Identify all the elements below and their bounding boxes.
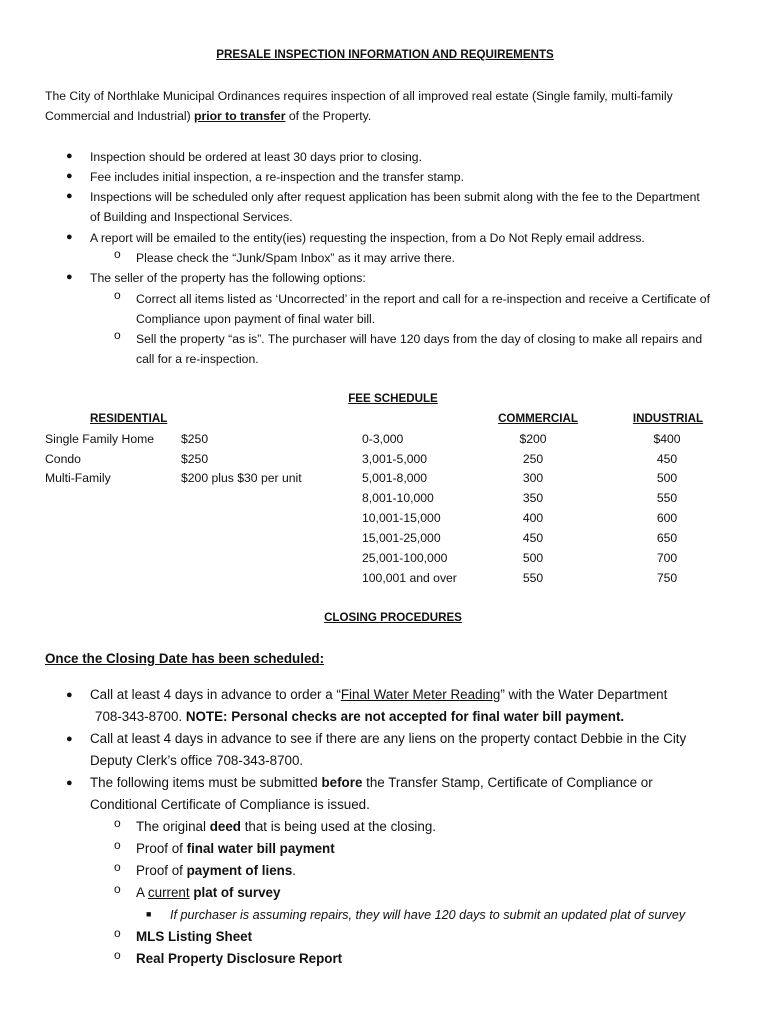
sub-bullet-text: Sell the property “as is”. The purchaser will have 120 days from the day of closing to make all repairs and bbox=[136, 332, 703, 346]
closing-bullet-3 bbox=[90, 773, 653, 793]
text: A bbox=[136, 885, 148, 900]
industrial-cell: 700 bbox=[656, 551, 678, 565]
closing-bullet-1 bbox=[90, 685, 667, 705]
commercial-cell: 450 bbox=[522, 531, 544, 545]
text: . bbox=[292, 863, 297, 878]
text: ” with the Water Department bbox=[500, 687, 668, 702]
circle-bullet-icon: o bbox=[114, 288, 121, 302]
industrial-cell: 750 bbox=[656, 571, 678, 585]
closing-procedures-title: CLOSING PROCEDURES bbox=[324, 611, 462, 624]
text: The original bbox=[136, 819, 210, 834]
residential-type: Multi-Family bbox=[45, 471, 111, 485]
required-item-mls: MLS Listing Sheet bbox=[136, 929, 253, 944]
bullet-icon: ● bbox=[66, 777, 73, 789]
commercial-cell: 350 bbox=[522, 491, 544, 505]
final-water-meter-reading: Final Water Meter Reading bbox=[340, 687, 501, 702]
bullet-icon: ● bbox=[66, 271, 73, 283]
residential-fee: $200 plus $30 per unit bbox=[181, 471, 302, 485]
bullet-icon: ● bbox=[66, 689, 73, 701]
circle-bullet-icon: o bbox=[114, 948, 121, 962]
payment-note: NOTE: Personal checks are not accepted for final water bill payment. bbox=[185, 709, 625, 724]
closing-bullet-1-cont bbox=[95, 707, 624, 727]
circle-bullet-icon: o bbox=[114, 838, 121, 852]
text: that is being used at the closing. bbox=[240, 819, 437, 834]
sub-bullet-text: Please check the “Junk/Spam Inbox” as it may arrive there. bbox=[136, 251, 456, 265]
bullet-icon: ● bbox=[66, 150, 73, 162]
range-cell: 15,001-25,000 bbox=[362, 531, 441, 545]
bullet-icon: ● bbox=[66, 190, 73, 202]
bullet-icon: ● bbox=[66, 170, 73, 182]
required-item-liens bbox=[136, 861, 296, 881]
bullet-icon: ● bbox=[66, 733, 73, 745]
deed-text: deed bbox=[209, 819, 241, 834]
bullet-text: Inspection should be ordered at least 30 days prior to closing. bbox=[90, 150, 422, 164]
commercial-cell: $200 bbox=[519, 432, 547, 446]
residential-type: Single Family Home bbox=[45, 432, 155, 446]
range-cell: 3,001-5,000 bbox=[362, 452, 428, 466]
bullet-text: Inspections will be scheduled only after request application has been submit along with the fee to the Department bbox=[90, 190, 700, 204]
industrial-cell: 550 bbox=[656, 491, 678, 505]
residential-fee: $250 bbox=[181, 452, 209, 466]
circle-bullet-icon: o bbox=[114, 882, 121, 896]
residential-type: Condo bbox=[45, 452, 81, 466]
industrial-cell: $400 bbox=[653, 432, 681, 446]
range-cell: 5,001-8,000 bbox=[362, 471, 428, 485]
industrial-cell: 600 bbox=[656, 511, 678, 525]
closing-bullet-2-cont: Deputy Clerk’s office 708-343-8700. bbox=[90, 753, 304, 768]
industrial-cell: 650 bbox=[656, 531, 678, 545]
sub-bullet-text-cont: call for a re-inspection. bbox=[136, 352, 259, 366]
document-title: PRESALE INSPECTION INFORMATION AND REQUIREMENTS bbox=[216, 48, 554, 61]
bullet-text: The seller of the property has the following options: bbox=[90, 271, 366, 285]
circle-bullet-icon: o bbox=[114, 816, 121, 830]
range-cell: 25,001-100,000 bbox=[362, 551, 448, 565]
closing-bullet-3-cont: Conditional Certificate of Compliance is issued. bbox=[90, 797, 370, 812]
intro-line-1: The City of Northlake Municipal Ordinances requires inspection of all improved real estate (Single family, multi-family bbox=[45, 89, 673, 103]
required-item-water-bill bbox=[136, 839, 335, 859]
bullet-text: A report will be emailed to the entity(ies) requesting the inspection, from a Do Not Reply email address. bbox=[90, 231, 645, 245]
commercial-cell: 500 bbox=[522, 551, 544, 565]
industrial-cell: 500 bbox=[656, 471, 678, 485]
intro-text-end: of the Property. bbox=[285, 109, 372, 123]
current-text: current bbox=[147, 885, 190, 900]
sub-bullet-text-cont: Compliance upon payment of final water bill. bbox=[136, 312, 376, 326]
text: Call at least 4 days in advance to order a “ bbox=[90, 687, 341, 702]
circle-bullet-icon: o bbox=[114, 926, 121, 940]
circle-bullet-icon: o bbox=[114, 247, 121, 261]
water-bill-text: final water bill payment bbox=[186, 841, 335, 856]
bullet-text-cont: of Building and Inspectional Services. bbox=[90, 210, 293, 224]
prior-to-transfer: prior to transfer bbox=[194, 109, 286, 123]
required-item-deed bbox=[136, 817, 436, 837]
commercial-header: COMMERCIAL bbox=[498, 412, 578, 425]
commercial-cell: 250 bbox=[522, 452, 544, 466]
industrial-header: INDUSTRIAL bbox=[632, 412, 704, 425]
commercial-cell: 300 bbox=[522, 471, 544, 485]
range-cell: 8,001-10,000 bbox=[362, 491, 434, 505]
required-item-disclosure: Real Property Disclosure Report bbox=[136, 951, 343, 966]
plat-of-survey-text: plat of survey bbox=[193, 885, 281, 900]
bullet-text: Fee includes initial inspection, a re-inspection and the transfer stamp. bbox=[90, 170, 464, 184]
residential-fee: $250 bbox=[181, 432, 209, 446]
closing-bullet-2: Call at least 4 days in advance to see if there are any liens on the property contact Debbie in the City bbox=[90, 731, 687, 746]
sub-bullet-text: Correct all items listed as ‘Uncorrected’ in the report and call for a re-inspection and receive a Certificate of bbox=[136, 292, 710, 306]
commercial-cell: 550 bbox=[522, 571, 544, 585]
fee-schedule-title: FEE SCHEDULE bbox=[348, 392, 438, 405]
range-cell: 0-3,000 bbox=[362, 432, 404, 446]
range-cell: 10,001-15,000 bbox=[362, 511, 441, 525]
text: Proof of bbox=[136, 841, 187, 856]
square-bullet-icon: ■ bbox=[146, 909, 152, 919]
liens-text: payment of liens bbox=[186, 863, 293, 878]
range-cell: 100,001 and over bbox=[362, 571, 457, 585]
text: The following items must be submitted bbox=[90, 775, 322, 790]
closing-subheading: Once the Closing Date has been scheduled: bbox=[45, 651, 325, 666]
residential-header: RESIDENTIAL bbox=[90, 412, 168, 425]
required-item-survey bbox=[136, 883, 280, 903]
intro-text: Commercial and Industrial) bbox=[45, 109, 195, 123]
industrial-cell: 450 bbox=[656, 452, 678, 466]
intro-line-2 bbox=[45, 106, 371, 126]
text: the Transfer Stamp, Certificate of Compliance or bbox=[362, 775, 653, 790]
circle-bullet-icon: o bbox=[114, 860, 121, 874]
circle-bullet-icon: o bbox=[114, 328, 121, 342]
bullet-icon: ● bbox=[66, 231, 73, 243]
text: Proof of bbox=[136, 863, 187, 878]
commercial-cell: 400 bbox=[522, 511, 544, 525]
survey-note: If purchaser is assuming repairs, they will have 120 days to submit an updated plat of survey bbox=[170, 908, 686, 922]
before-text: before bbox=[321, 775, 363, 790]
phone-number: 708-343-8700. bbox=[95, 709, 186, 724]
